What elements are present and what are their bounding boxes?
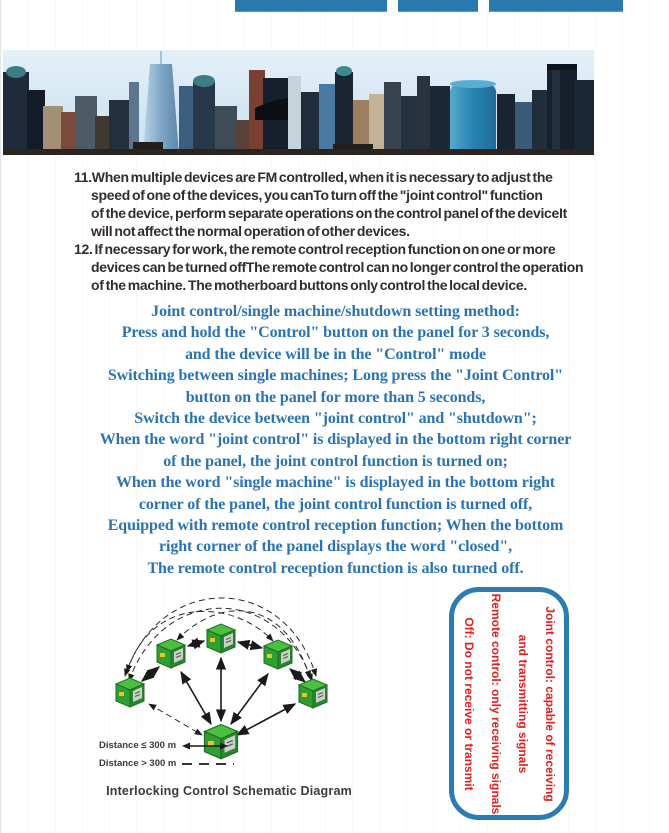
device-node	[116, 678, 144, 707]
device-node	[157, 639, 185, 668]
solid-double-arrow-icon	[182, 741, 228, 751]
mode-info-box	[449, 587, 569, 820]
diagram-caption: Interlocking Control Schematic Diagram	[106, 784, 352, 798]
header-bar-3	[489, 0, 623, 12]
legend-near-distance	[99, 740, 228, 751]
header-bar-1	[235, 0, 387, 12]
legend-far-distance	[99, 758, 234, 769]
device-node	[207, 624, 235, 653]
mode-info-text: Joint control: capable of receiving and transmitting signals Remote control: only receiving signals Off: Do not receive or transmit	[462, 593, 557, 814]
interlocking-diagram	[59, 588, 399, 828]
header-bar-2	[398, 0, 478, 12]
instructions-paragraphs: 11.When multiple devices are FM controlled, when it is necessary to adjust the speed of one of the devices, you canTo turn off the "joint control" function of the device, perform separate operations on the control panel of the deviceIt will not affect the normal operation of other devices. 12. If necessary for work, the remote control reception function on one or more devices can be turned offThe remote control can no longer control the operation of the machine. The motherboard buttons only control the local device.	[74, 169, 584, 293]
city-skyline-image	[3, 50, 594, 155]
setting-method-text: Joint control/single machine/shutdown setting method: Press and hold the "Control" button on the panel for 3 seconds, and the device will be in the "Control" mode Switching between single machines; Long press the "Joint Control" button on the panel for more than 5 seconds, Switch the device between "joint control" and "shutdown"; When the word "joint control" is displayed in the bottom right corner of the panel, the joint control function is turned on; When the word "single machine" is displayed in the bottom right corner of the panel, the joint control function is turned off, Equipped with remote control reception function; When the bottom right corner of the panel displays the word "closed", The remote control reception function is also turned off.	[99, 303, 572, 577]
legend-near-label: Distance ≤ 300 m	[99, 740, 177, 751]
device-node	[264, 640, 292, 669]
dashed-line-icon	[182, 759, 234, 769]
legend-far-label: Distance > 300 m	[99, 758, 177, 769]
device-node	[299, 679, 327, 708]
